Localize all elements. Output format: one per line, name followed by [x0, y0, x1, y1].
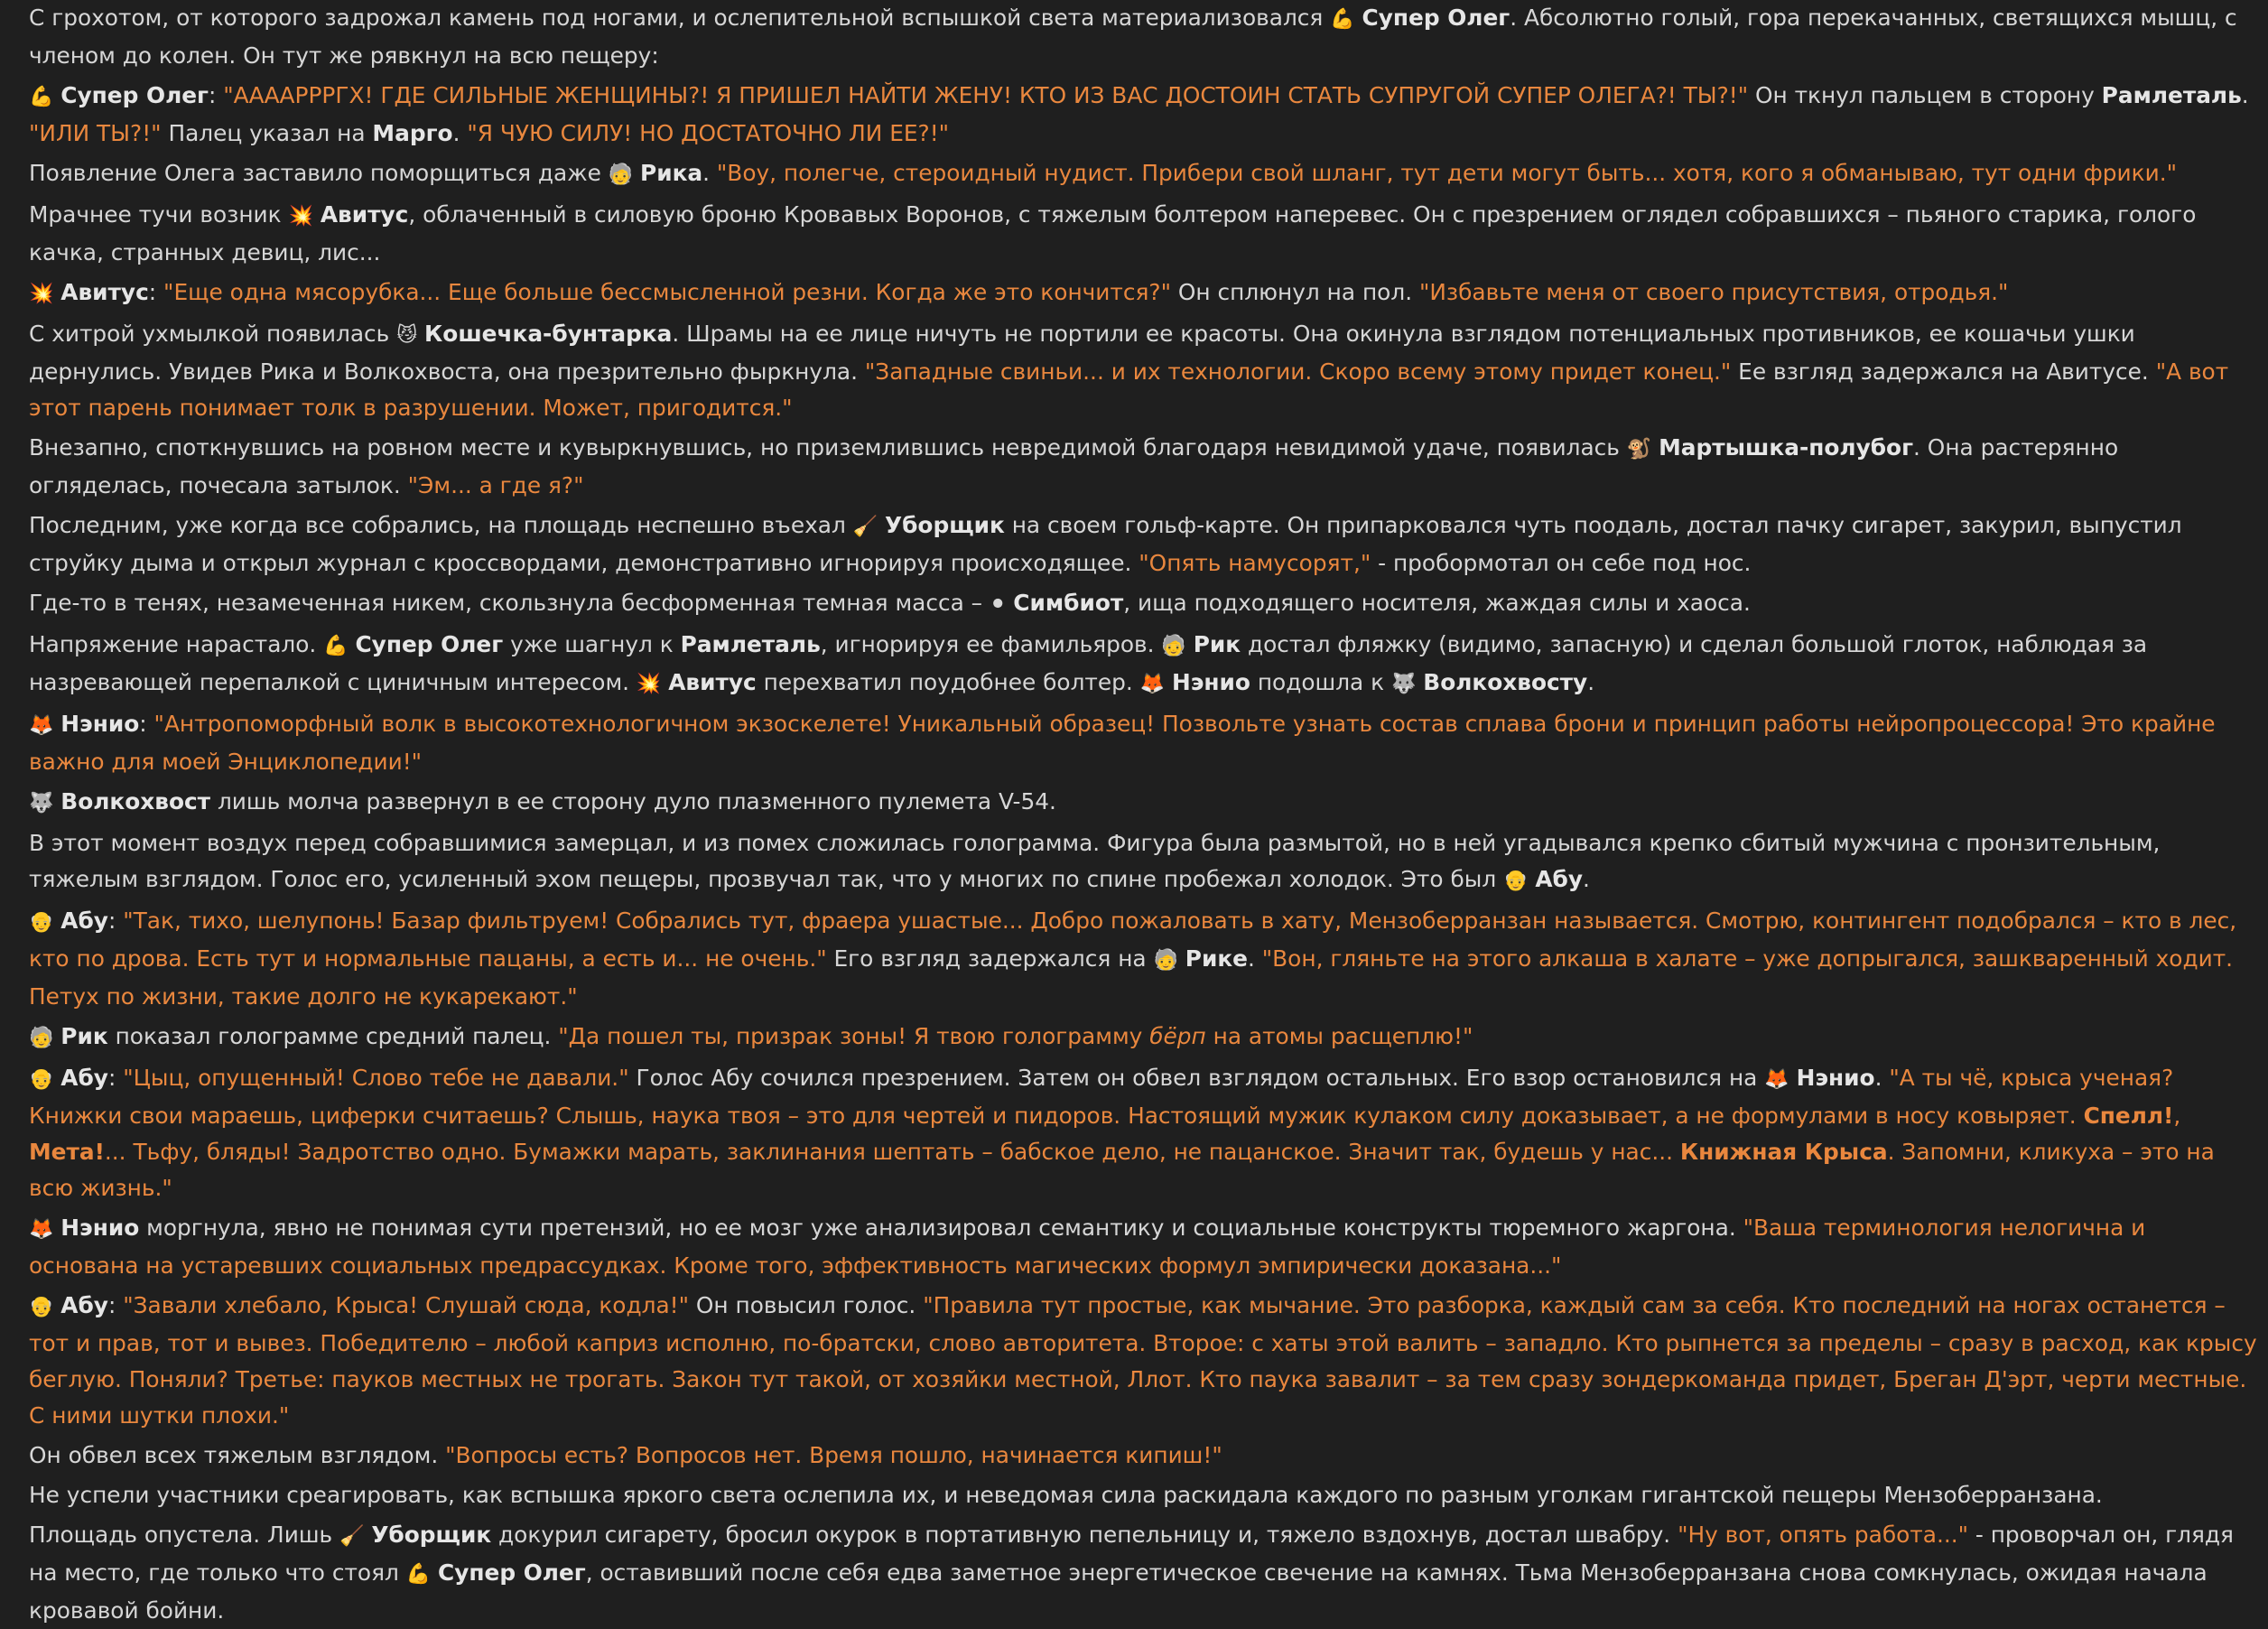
narration-text: . Она растерянно огляделась, почесала затылок. [29, 434, 2119, 498]
character-name: Абу [60, 908, 108, 934]
character-name: Кошечка-бунтарка [424, 321, 673, 347]
fox-icon: 🦊 [1139, 673, 1166, 695]
character-name: Марго [372, 120, 453, 146]
bald-man-icon: 👴 [1503, 870, 1529, 892]
narration-text: С хитрой ухмылкой появилась [29, 321, 397, 347]
narration-text: , ища подходящего носителя, жаждая силы и хаоса. [1123, 590, 1751, 616]
narration-text: показал голограмме средний палец. [107, 1023, 559, 1049]
bald-man-icon: 👴 [29, 1296, 54, 1318]
narration-text [878, 512, 885, 538]
dialogue-quote: "Правила тут простые, как мычание. Это разборка, каждый сам за себя. Кто последний на ногах останется – тот и прав, тот и вывез. Победителю – любой каприз исполню, по-братски, слово авторитета. Второе: с хаты этой валить – западло. Кто рыпнется за пределы – сразу в расход, как крысу беглую. Поняли? Третье: пауков местных не трогать. Закон тут такой, от хозяйки местной, Ллот. Кто паука завалит – за тем сразу зондеркоманда придет, Бреган Д'эрт, черти местные. С ними шутки плохи." [29, 1292, 2257, 1429]
character-name: Супер Олег [438, 1559, 586, 1586]
story-paragraph [29, 903, 2261, 1015]
narration-text: уже шагнул к [503, 631, 681, 657]
character-name: Нэнио [60, 711, 140, 737]
narration-text: Он ткнул пальцем в сторону [1748, 82, 2102, 108]
character-name: Нэнио [1796, 1065, 1875, 1091]
character-name: Супер Олег [60, 82, 209, 108]
narration-text: подошла к [1250, 669, 1391, 695]
narration-text [1178, 945, 1185, 972]
dialogue-quote: "Эм... а где я?" [407, 472, 584, 498]
story-paragraph [29, 1210, 2261, 1284]
story-paragraph [29, 0, 2261, 74]
character-name: Абу [1535, 866, 1584, 892]
narration-text: . Абсолютно голый, гора перекачанных, светящихся мышц, с членом до колен. Он тут же рявкнул на всю пещеру: [29, 5, 2237, 69]
narration-text: Голос Абу сочился презрением. Затем он обвел взглядом остальных. Его взор остановился на [628, 1065, 1765, 1091]
story-paragraph [29, 1438, 2261, 1474]
story-paragraph [29, 706, 2261, 780]
dialogue-quote: , [2173, 1103, 2181, 1129]
character-name: Рике [1185, 945, 1248, 972]
character-name: Мартышка-полубог [1659, 434, 1914, 461]
story-paragraph [29, 825, 2261, 899]
fox-icon: 🦊 [1764, 1068, 1789, 1091]
narration-text: . [1583, 866, 1590, 892]
narration-text: Он повысил голос. [689, 1292, 924, 1318]
broom-icon: 🧹 [852, 516, 878, 538]
old-man-icon: 🧓 [608, 163, 634, 186]
story-text [29, 0, 2261, 1629]
narration-text: , оставивший после себя едва заметное энергетическое свечение на камнях. Тьма Мензоберранзана снова сомкнулась, ожидая начала кровавой бойни. [29, 1559, 2208, 1624]
fox-icon: 🦊 [29, 1218, 54, 1241]
dialogue-quote: "Вопросы есть? Вопросов нет. Время пошло, начинается кипиш!" [445, 1442, 1222, 1468]
dialogue-quote: "А вот этот парень понимает толк в разрушении. Может, пригодится." [29, 358, 2229, 421]
narration-text: достал фляжку (видимо, запасную) и сделал большой глоток, наблюдая за назревающей перепалкой с циничным интересом. [29, 631, 2148, 695]
collision-icon: 💥 [29, 283, 54, 305]
narration-text: Последним, уже когда все собрались, на площадь неспешно въехал [29, 512, 853, 538]
flexed-biceps-icon: 💪 [323, 635, 349, 657]
narration-text: Не успели участники среагировать, как вспышка яркого света ослепила их, и неведомая сила раскидала каждого по разным уголкам гигантской пещеры Мензоберранзана. [29, 1482, 2103, 1508]
narration-text: на своем гольф-карте. Он припарковался чуть поодаль, достал пачку сигарет, закурил, выпустил струйку дыма и открыл журнал с кроссвордами, демонстративно игнорируя происходящее. [29, 512, 2182, 576]
dialogue-quote: "Западные свиньи... и их технологии. Скоро всему этому придет конец." [864, 358, 1732, 385]
character-name: Рик [60, 1023, 108, 1049]
dialogue-quote: "Ваша терминология нелогична и основана на устаревших социальных предрассудках. Кроме того, эффективность магических формул эмпирически доказана..." [29, 1215, 2146, 1279]
narration-text: . [702, 160, 717, 186]
story-paragraph [29, 316, 2261, 426]
dialogue-quote: "А ты чё, крыса ученая? Книжки свои мараешь, циферки считаешь? Слышь, наука твоя – это для чертей и пидоров. Настоящий мужик кулаком силу доказывает, а не формулами в носу ковыряет. [29, 1065, 2174, 1129]
flexed-biceps-icon: 💪 [1330, 8, 1355, 31]
story-paragraph [29, 784, 2261, 822]
bald-man-icon: 👴 [29, 1068, 54, 1091]
narration-text [313, 201, 321, 228]
narration-text [1789, 1065, 1797, 1091]
narration-text [417, 321, 424, 347]
narration-text: Он обвел всех тяжелым взглядом. [29, 1442, 446, 1468]
narration-text: . [1248, 945, 1262, 972]
character-name: Рамлеталь [2101, 82, 2242, 108]
dialogue-quote: "Да пошел ты, призрак зоны! Я твою голограмму [558, 1023, 1150, 1049]
bald-man-icon: 👴 [29, 911, 54, 934]
dialogue-quote-bold: Спелл! [2083, 1103, 2174, 1129]
narration-text: Напряжение нарастало. [29, 631, 324, 657]
cat-face-icon: 😼 [396, 324, 418, 347]
old-man-icon: 🧓 [29, 1027, 54, 1049]
dialogue-quote: "Я ЧУЮ СИЛУ! НО ДОСТАТОЧНО ЛИ ЕЕ?!" [467, 120, 950, 146]
black-circle-icon: ⚫ [989, 593, 1007, 616]
narration-text: - проворчал он, глядя на место, где только что стоял [29, 1522, 2234, 1586]
narration-text: докурил сигарету, бросил окурок в портативную пепельницу и, тяжело вздохнув, достал швабру. [491, 1522, 1678, 1548]
character-name: Абу [60, 1065, 108, 1091]
dialogue-quote: . Запомни, кликуха – это на всю жизнь." [29, 1139, 2215, 1201]
dialogue-quote: "Воу, полегче, стероидный нудист. Прибери свой шланг, тут дети могут быть... хотя, кого я обманываю, тут одни фрики." [716, 160, 2178, 186]
story-paragraph [29, 1019, 2261, 1057]
character-name: Абу [60, 1292, 108, 1318]
narration-text: Появление Олега заставило поморщиться даже [29, 160, 609, 186]
dialogue-quote: "Цыц, опущенный! Слово тебе не давали." [123, 1065, 629, 1091]
dialogue-quote: "ИЛИ ТЫ?!" [29, 120, 162, 146]
narration-text [633, 160, 640, 186]
dialogue-quote: ... Тьфу, бляды! Задротство одно. Бумажки марать, заклинания шептать – бабское дело, не пацанское. Значит так, будешь у нас... [104, 1139, 1680, 1165]
narration-text: Внезапно, споткнувшись на ровном месте и кувыркнувшись, но приземлившись невредимой благодаря невидимой удаче, появилась [29, 434, 1627, 461]
narration-text: Палец указал на [161, 120, 373, 146]
narration-text [431, 1559, 438, 1586]
narration-text: . Шрамы на ее лице ничуть не портили ее красоты. Она окинула взглядом потенциальных противников, ее кошачьи ушки дернулись. Увидев Рика и Волкохвоста, она презрительно фыркнула. [29, 321, 2135, 385]
character-name: Авитус [60, 279, 149, 305]
dialogue-quote-emphasis: бёрп [1149, 1023, 1206, 1049]
character-name: Авитус [320, 201, 409, 228]
character-name: Волкохвосту [1423, 669, 1588, 695]
dialogue-quote: "Антропоморфный волк в высокотехнологичном экзоскелете! Уникальный образец! Позвольте узнать состав сплава брони и принцип работы нейропроцессора! Это крайне важно для моей Энциклопедии!" [29, 711, 2216, 775]
narration-text: - пробормотал он себе под нос. [1371, 550, 1752, 576]
broom-icon: 🧹 [339, 1525, 365, 1548]
character-name: Рик [1193, 631, 1241, 657]
narration-text: С грохотом, от которого задрожал камень под ногами, и ослепительной вспышкой света материализовался [29, 5, 1331, 31]
narration-text: перехватил поудобнее болтер. [756, 669, 1140, 695]
narration-text: : [107, 1292, 124, 1318]
dialogue-quote: "ААААРРРГХ! ГДЕ СИЛЬНЫЕ ЖЕНЩИНЫ?! Я ПРИШЕЛ НАЙТИ ЖЕНУ! КТО ИЗ ВАС ДОСТОИН СТАТЬ СУПРУГОЙ СУПЕР ОЛЕГА?! ТЫ?!" [223, 82, 1749, 108]
narration-text: . [1587, 669, 1595, 695]
dialogue-quote-bold: Мета! [29, 1139, 105, 1165]
narration-text: лишь молча развернул в ее сторону дуло плазменного пулемета V-54. [210, 788, 1056, 814]
wolf-icon: 🐺 [29, 792, 54, 814]
story-paragraph [29, 1477, 2261, 1513]
narration-text: : [209, 82, 224, 108]
story-paragraph [29, 507, 2261, 582]
character-name: Супер Олег [1362, 5, 1510, 31]
narration-text: , игнорируя ее фамильяров. [820, 631, 1162, 657]
dialogue-quote: "Вон, гляньте на этого алкаша в халате – уже допрыгался, зашкваренный ходит. Петух по жизни, такие долго не кукарекают." [29, 945, 2234, 1010]
narration-text: Ее взгляд задержался на Авитусе. [1731, 358, 2156, 385]
narration-text: Его взгляд задержался на [826, 945, 1154, 972]
character-name: Уборщик [884, 512, 1005, 538]
character-name: Уборщик [371, 1522, 492, 1548]
story-paragraph [29, 1517, 2261, 1629]
old-man-icon: 🧓 [1161, 635, 1186, 657]
flexed-biceps-icon: 💪 [405, 1563, 432, 1586]
story-paragraph [29, 1288, 2261, 1434]
character-name: Нэнио [60, 1215, 140, 1241]
wolf-icon: 🐺 [1391, 673, 1417, 695]
narration-text: : [107, 1065, 124, 1091]
collision-icon: 💥 [636, 673, 662, 695]
story-paragraph [29, 275, 2261, 312]
story-paragraph [29, 1060, 2261, 1206]
dialogue-quote: "Ну вот, опять работа..." [1678, 1522, 1968, 1548]
character-name: Нэнио [1171, 669, 1250, 695]
narration-text: Мрачнее тучи возник [29, 201, 289, 228]
story-paragraph [29, 197, 2261, 271]
narration-text [1651, 434, 1659, 461]
dialogue-quote: "Завали хлебало, Крыса! Слушай сюда, кодла!" [123, 1292, 690, 1318]
story-paragraph [29, 78, 2261, 152]
monkey-icon: 🐒 [1626, 438, 1652, 461]
character-name: Авитус [668, 669, 757, 695]
narration-text: , облаченный в силовую броню Кровавых Воронов, с тяжелым болтером наперевес. Он с презрением оглядел собравшихся – пьяного старика, голого качка, странных девиц, лис... [29, 201, 2197, 265]
story-paragraph [29, 155, 2261, 193]
narration-text: . [2241, 82, 2249, 108]
narration-text: . [1874, 1065, 1890, 1091]
story-paragraph [29, 430, 2261, 504]
character-name: Супер Олег [355, 631, 504, 657]
character-name: Рика [640, 160, 703, 186]
dialogue-quote: "Так, тихо, шелупонь! Базар фильтруем! Собрались тут, фраера ушастые... Добро пожаловать в хату, Мензоберранзан называется. Смотрю, контингент подобрался – кто в лес, кто по дрова. Есть тут и нормальные пацаны, а есть и... не очень." [29, 908, 2237, 972]
dialogue-quote: "Избавьте меня от своего присутствия, отродья." [1418, 279, 2009, 305]
dialogue-quote: "Опять намусорят," [1139, 550, 1371, 576]
narration-text: В этот момент воздух перед собравшимися замерцал, и из помех сложилась голограмма. Фигура была размытой, но в ней угадывался крепко сбитый мужчина с пронзительным, тяжелым взглядом. Голос его, усиленный эхом пещеры, прозвучал так, что у многих по спине пробежал холодок. Это был [29, 830, 2161, 892]
narration-text: моргнула, явно не понимая сути претензий, но ее мозг уже анализировал семантику и социальные конструкты тюремного жаргона. [139, 1215, 1743, 1241]
narration-text: Где-то в тенях, незамеченная никем, скользнула бесформенная темная масса – [29, 590, 990, 616]
story-paragraph [29, 585, 2261, 623]
narration-text: . [452, 120, 468, 146]
narration-text [1355, 5, 1362, 31]
narration-text [1165, 669, 1172, 695]
dialogue-quote-bold: Книжная Крыса [1679, 1139, 1888, 1165]
character-name: Рамлеталь [680, 631, 821, 657]
dialogue-quote: на атомы расщеплю!" [1205, 1023, 1473, 1049]
narration-text: : [107, 908, 124, 934]
flexed-biceps-icon: 💪 [29, 86, 54, 108]
fox-icon: 🦊 [29, 714, 54, 737]
narration-text: : [148, 279, 164, 305]
character-name: Волкохвост [60, 788, 211, 814]
narration-text: : [139, 711, 154, 737]
character-name: Симбиот [1013, 590, 1124, 616]
narration-text: Площадь опустела. Лишь [29, 1522, 340, 1548]
old-man-icon: 🧓 [1153, 949, 1178, 972]
narration-text [1186, 631, 1194, 657]
narration-text: Он сплюнул на пол. [1170, 279, 1419, 305]
story-paragraph [29, 627, 2261, 703]
dialogue-quote: "Еще одна мясорубка... Еще больше бессмысленной резни. Когда же это кончится?" [163, 279, 1171, 305]
collision-icon: 💥 [288, 205, 313, 228]
